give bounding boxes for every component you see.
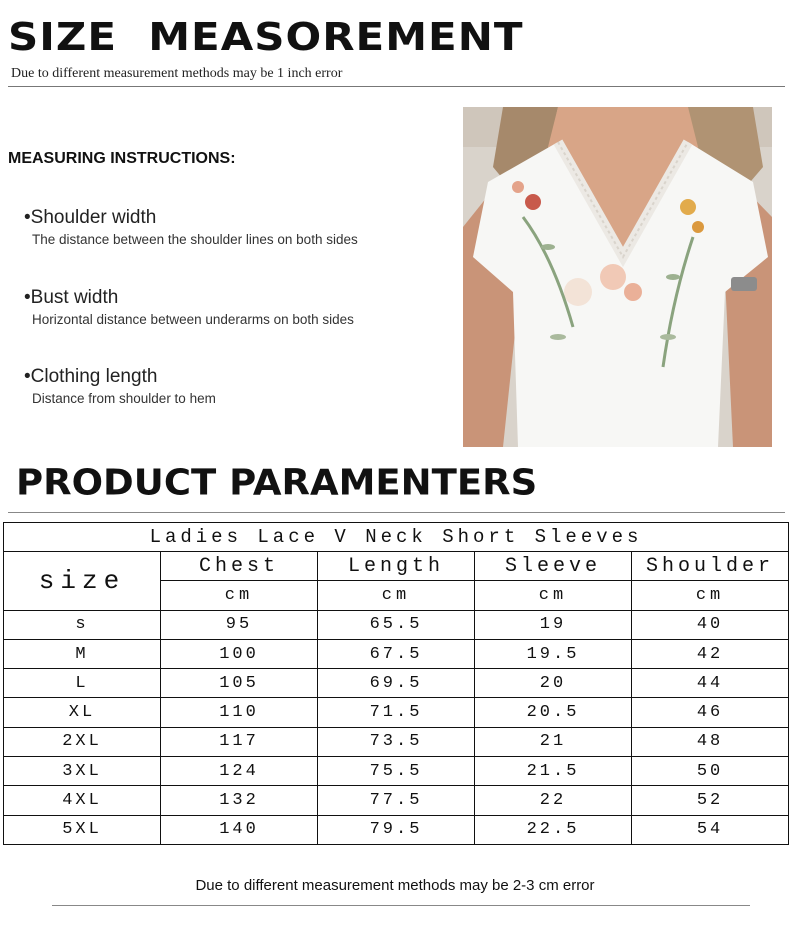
instruction-shoulder: [24, 207, 358, 247]
instruction-title: •Shoulder width: [24, 207, 157, 228]
unit-cell: cm: [475, 581, 632, 610]
model-shirt-illustration: [463, 107, 772, 447]
sleeve-cell: 20: [475, 669, 632, 698]
instructions-heading: MEASURING INSTRUCTIONS:: [8, 150, 236, 167]
instruction-bust: [24, 287, 354, 327]
chest-cell: 110: [161, 698, 318, 727]
size-cell: s: [4, 610, 161, 639]
size-cell: L: [4, 669, 161, 698]
size-cell: XL: [4, 698, 161, 727]
length-cell: 77.5: [318, 786, 475, 815]
shoulder-cell: 52: [632, 786, 789, 815]
sleeve-cell: 21: [475, 727, 632, 756]
shoulder-cell: 48: [632, 727, 789, 756]
size-cell: 5XL: [4, 815, 161, 844]
sleeve-cell: 19.5: [475, 639, 632, 668]
chest-cell: 117: [161, 727, 318, 756]
chest-cell: 124: [161, 757, 318, 786]
length-cell: 69.5: [318, 669, 475, 698]
table-row: [4, 610, 789, 639]
shoulder-cell: 44: [632, 669, 789, 698]
instruction-title: •Bust width: [24, 287, 119, 308]
length-cell: 75.5: [318, 757, 475, 786]
size-column-header: size: [4, 552, 161, 611]
column-header-shoulder: Shoulder: [632, 552, 789, 581]
table-row: [4, 727, 789, 756]
product-photo: [463, 107, 772, 447]
table-row: [4, 757, 789, 786]
length-cell: 73.5: [318, 727, 475, 756]
column-header-length: Length: [318, 552, 475, 581]
length-cell: 79.5: [318, 815, 475, 844]
footer-error-note: Due to different measurement methods may be 2-3 cm error: [195, 877, 595, 894]
size-cell: M: [4, 639, 161, 668]
chest-cell: 95: [161, 610, 318, 639]
column-header-sleeve: Sleeve: [475, 552, 632, 581]
unit-cell: cm: [161, 581, 318, 610]
sleeve-cell: 20.5: [475, 698, 632, 727]
size-cell: 4XL: [4, 786, 161, 815]
size-chart-table: [3, 522, 789, 845]
shoulder-cell: 40: [632, 610, 789, 639]
column-header-chest: Chest: [161, 552, 318, 581]
unit-cell: cm: [632, 581, 789, 610]
divider: [52, 905, 750, 906]
chest-cell: 100: [161, 639, 318, 668]
length-cell: 71.5: [318, 698, 475, 727]
chest-cell: 105: [161, 669, 318, 698]
divider: [8, 512, 785, 513]
instruction-desc: The distance between the shoulder lines on both sides: [32, 232, 358, 247]
page-title: SIZE MEASOREMENT: [8, 14, 524, 60]
shoulder-cell: 46: [632, 698, 789, 727]
table-caption: Ladies Lace V Neck Short Sleeves: [4, 523, 789, 552]
product-parameters-heading: PRODUCT PARAMENTERS: [16, 462, 538, 503]
instruction-title: •Clothing length: [24, 366, 158, 387]
sleeve-cell: 22: [475, 786, 632, 815]
sleeve-cell: 21.5: [475, 757, 632, 786]
instruction-desc: Distance from shoulder to hem: [32, 391, 216, 406]
length-cell: 67.5: [318, 639, 475, 668]
shoulder-cell: 54: [632, 815, 789, 844]
chest-cell: 140: [161, 815, 318, 844]
table-row: [4, 639, 789, 668]
length-cell: 65.5: [318, 610, 475, 639]
divider: [8, 86, 785, 87]
instruction-length: [24, 366, 216, 406]
shoulder-cell: 50: [632, 757, 789, 786]
shoulder-cell: 42: [632, 639, 789, 668]
table-row: [4, 786, 789, 815]
instruction-desc: Horizontal distance between underarms on both sides: [32, 312, 354, 327]
sleeve-cell: 19: [475, 610, 632, 639]
unit-cell: cm: [318, 581, 475, 610]
table-row: [4, 669, 789, 698]
table-row: [4, 698, 789, 727]
table-row: [4, 815, 789, 844]
measurement-error-note: Due to different measurement methods may be 1 inch error: [11, 66, 343, 81]
size-cell: 2XL: [4, 727, 161, 756]
chest-cell: 132: [161, 786, 318, 815]
sleeve-cell: 22.5: [475, 815, 632, 844]
size-cell: 3XL: [4, 757, 161, 786]
